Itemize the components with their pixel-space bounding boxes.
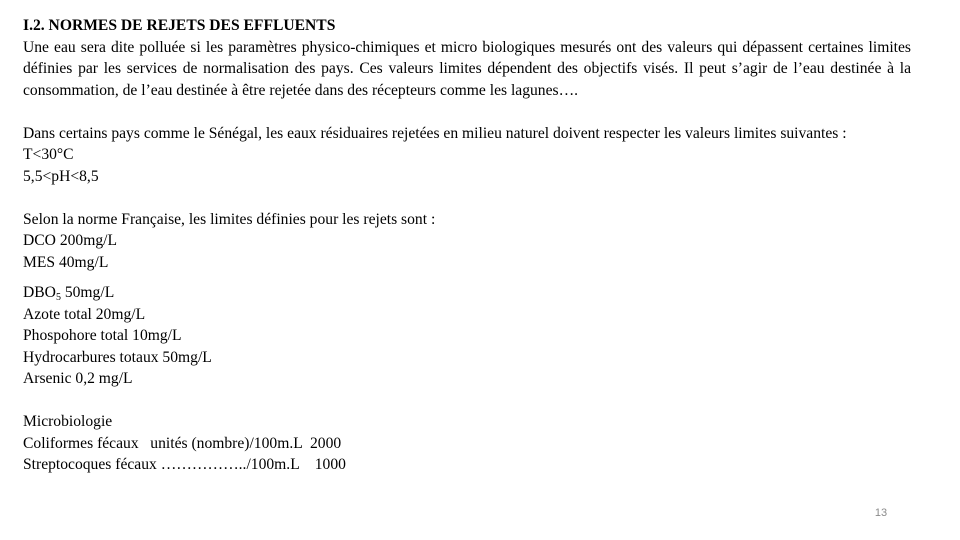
france-limit-azote: Azote total 20mg/L — [23, 305, 146, 323]
dbo-value: 50mg/L — [60, 284, 115, 301]
france-limit-phosphore: Phospohore total 10mg/L — [23, 327, 182, 344]
france-paragraph: Selon la norme Française, les limites définies pour les rejets sont : — [23, 210, 436, 228]
slide-content — [23, 15, 911, 476]
france-limit-hydrocarbures: Hydrocarbures totaux 50mg/L — [23, 348, 212, 366]
dbo-subscript: 5 — [55, 292, 61, 303]
intro-paragraph: Une eau sera dite polluée si les paramètres physico-chimiques et micro biologiques mesurés ont des valeurs qui dépassent certaines limites définies par les services de normalisation des pays. Ces valeurs limites dépendent des objectifs visés. Il peut s’agir de l’eau destinée à la consommation, de l’eau destinée à être rejetée dans des récepteurs comme les lagunes…. — [23, 38, 911, 99]
section-title: I.2. NORMES DE REJETS DES EFFLUENTS — [23, 17, 336, 34]
page-number: 13 — [874, 507, 888, 519]
microbiology-row-streptocoques: Streptocoques fécaux ……………../100m.L 1000 — [23, 456, 346, 473]
senegal-paragraph: Dans certains pays comme le Sénégal, les eaux résiduaires rejetées en milieu naturel doivent respecter les valeurs limites suivantes : — [23, 124, 847, 142]
senegal-limit-ph: 5,5<pH<8,5 — [23, 167, 99, 185]
senegal-limit-temperature: T<30°C — [23, 146, 74, 163]
microbiology-row-coliformes: Coliformes fécaux unités (nombre)/100m.L 2000 — [23, 434, 342, 452]
france-limit-dbo5 — [23, 282, 911, 304]
microbiology-heading: Microbiologie — [23, 413, 113, 430]
dbo-prefix: DBO — [23, 284, 56, 301]
france-limit-arsenic: Arsenic 0,2 mg/L — [23, 370, 133, 387]
france-limit-dco: DCO 200mg/L — [23, 232, 117, 249]
france-limit-mes: MES 40mg/L — [23, 253, 109, 271]
